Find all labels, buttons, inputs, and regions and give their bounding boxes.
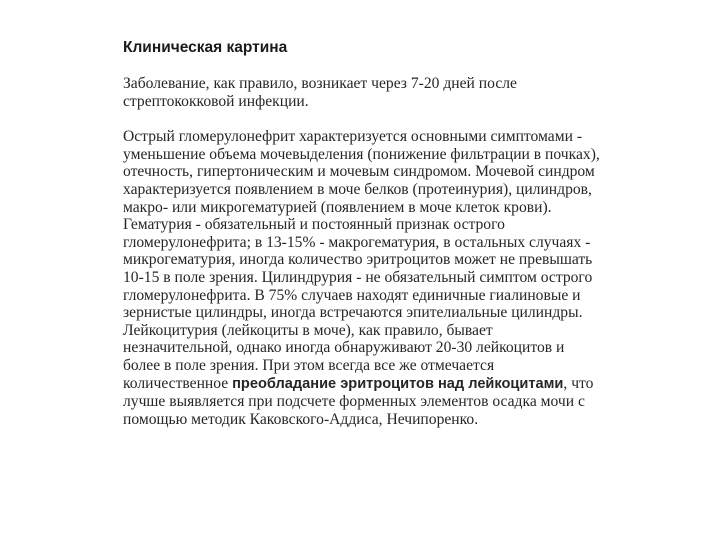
intro-paragraph: Заболевание, как правило, возникает через 7-20 дней после стрептококковой инфекции. — [123, 75, 517, 110]
hematuria-paragraph — [123, 216, 603, 428]
document-title: Клиническая картина — [123, 39, 288, 56]
hematuria-text: Гематурия - обязательный и постоянный признак острого гломерулонефрита; в 13-15% - макрогематурия, в остальных случаях - микрогематурия, иногда количество эритроцитов может не превышать 10-15 в поле зрения. Цилиндрурия - не обязательный симптом острого гломерулонефрита. В 75% случаев находят единичные гиалиновые и зернистые цилиндры, иногда встречаются эпителиальные цилиндры. Лейкоцитурия (лейкоциты в моче), как правило, бывает незначительной, однако иногда обнаруживают 20-30 лейкоцитов и более в поле зрения. При этом всегда все же отмечается количественное — [123, 216, 593, 392]
emphasis-text: преобладание эритроцитов над лейкоцитами — [232, 375, 564, 392]
hematuria-text-end: , что лучше выявляется при подсчете форменных элементов осадка мочи с помощью методик Каковского-Аддиса, Нечипоренко. — [123, 374, 594, 428]
symptoms-paragraph: Острый гломерулонефрит характеризуется основными симптомами - уменьшение объема мочевыделения (понижение фильтрации в почках), отечность, гипертоническим и мочевым синдромом. Мочевой синдром характеризуется появлением в моче белков (протеинурия), цилиндров, макро- или микрогематурией (появлением в моче клеток крови). — [123, 128, 600, 216]
document-page — [123, 38, 603, 428]
